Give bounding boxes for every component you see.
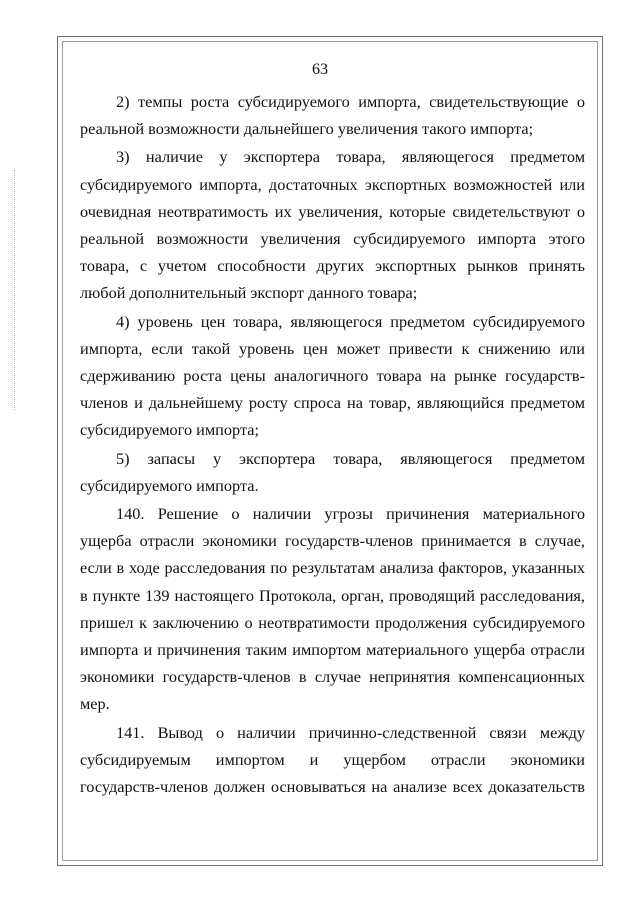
text-line: ущерба отрасли экономики государств-членов принимается в случае, xyxy=(80,531,585,551)
text-line: пришел к заключению о неотвратимости продолжения субсидируемого xyxy=(80,612,585,632)
text-line: очевидная неотвратимость их увеличения, которые свидетельствуют о xyxy=(80,201,585,221)
text-line: реальной возможности дальнейшего увеличения такого импорта; xyxy=(80,119,534,139)
text-line: реальной возможности увеличения субсидируемого импорта этого xyxy=(80,229,585,249)
text-line: экономики государств-членов в случае непринятия компенсационных xyxy=(80,667,585,687)
text-line: в пункте 139 настоящего Протокола, орган, проводящий расследования, xyxy=(80,585,585,605)
paragraph-point-141 xyxy=(80,719,585,801)
scan-edge-marks xyxy=(14,170,17,410)
text-line: любой дополнительный экспорт данного товара; xyxy=(80,283,418,303)
text-line: мер. xyxy=(80,694,110,714)
document-body xyxy=(80,88,585,801)
text-line: субсидируемого импорта. xyxy=(80,475,259,495)
text-line: сдерживанию роста цены аналогичного товара на рынке государств- xyxy=(80,366,585,386)
paragraph-item-4 xyxy=(80,308,585,444)
text-line: товара, с учетом способности других экспортных рынков принять xyxy=(80,256,585,276)
text-line: субсидируемым импортом и ущербом отрасли экономики xyxy=(80,749,585,769)
text-line: членов и дальнейшему росту спроса на товар, являющийся предметом xyxy=(80,393,585,413)
text-line: 2) темпы роста субсидируемого импорта, свидетельствующие о xyxy=(116,92,585,111)
text-line: если в ходе расследования по результатам анализа факторов, указанных xyxy=(80,558,585,578)
text-line: 5) запасы у экспортера товара, являющегося предметом xyxy=(116,448,585,468)
paragraph-item-2 xyxy=(80,88,585,142)
paragraph-item-3 xyxy=(80,143,585,306)
text-line: 140. Решение о наличии угрозы причинения материального xyxy=(116,504,585,524)
text-line: импорта и причинения таким импортом материального ущерба отрасли xyxy=(80,640,585,660)
text-line: 3) наличие у экспортера товара, являющегося предметом xyxy=(116,147,585,167)
text-line: субсидируемого импорта, достаточных экспортных возможностей или xyxy=(80,174,585,194)
text-line: импорта, если такой уровень цен может привести к снижению или xyxy=(80,338,585,358)
text-line: государств-членов должен основываться на анализе всех доказательств xyxy=(80,777,585,797)
page-number: 63 xyxy=(312,61,328,78)
text-line: субсидируемого импорта; xyxy=(80,420,260,440)
paragraph-item-5 xyxy=(80,445,585,499)
text-line: 141. Вывод о наличии причинно-следственной связи между xyxy=(116,722,585,742)
paragraph-point-140 xyxy=(80,500,585,718)
text-line: 4) уровень цен товара, являющегося предметом субсидируемого xyxy=(116,311,585,331)
